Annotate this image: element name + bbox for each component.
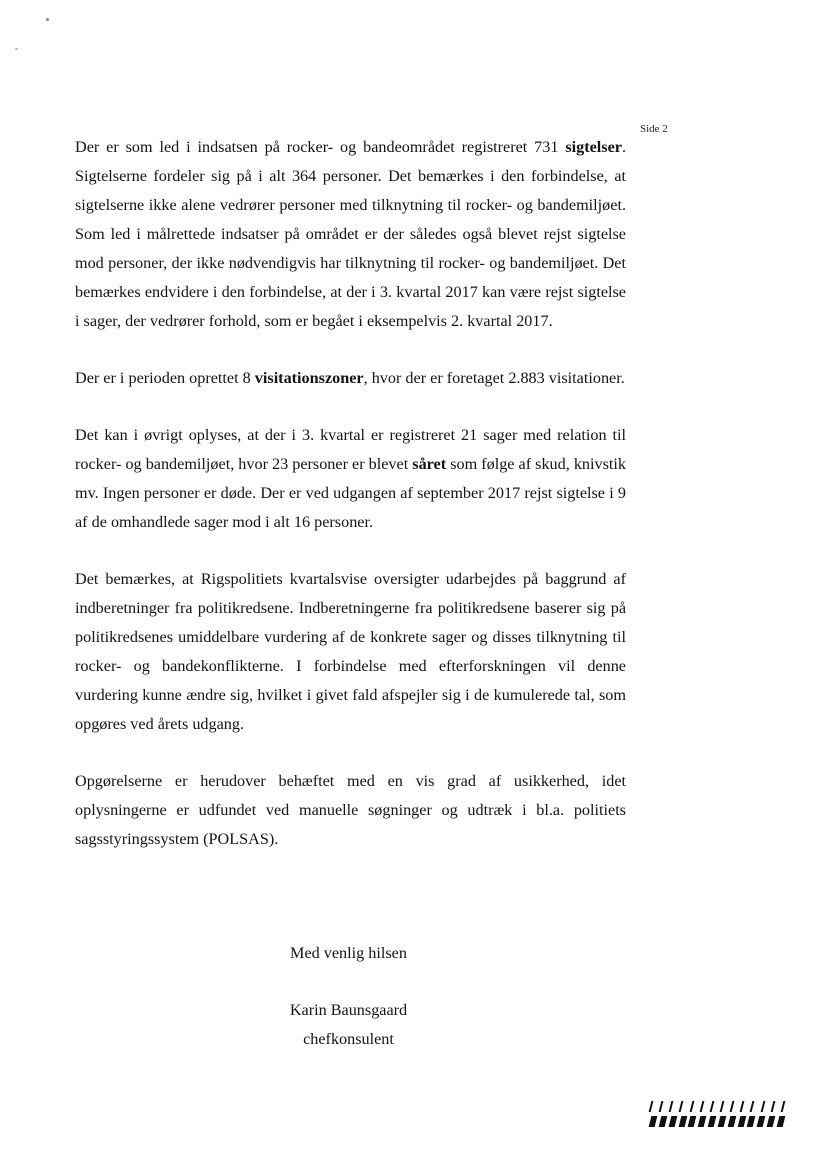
text-run-bold: visitationszoner [254, 369, 364, 387]
closing-greeting: Med venlig hilsen [290, 944, 407, 962]
text-run: Det bemærkes, at Rigspolitiets kvartalsvise oversigter udarbejdes på baggrund af indberetninger fra politikredsene. Indberetningerne fra politikredsene baserer sig på politikredsenes umiddelbare vurdering af de konkrete sager og disses tilknytning til rocker- og bandekonflikterne. I forbindelse med efterforskningen vil denne vurdering kunne ændre sig, hvilket i givet fald afspejler sig i de kumulerede tal, som opgøres ved årets udgang. [75, 570, 626, 733]
text-run: Det kan i øvrigt oplyses, at der i 3. kvartal er registreret 21 sager med relation til rocker- og bandemiljøet, hvor 23 personer er blevet [75, 426, 626, 473]
text-run-bold: såret [412, 455, 447, 473]
paragraph-sigtelser [75, 133, 626, 336]
signer-name: Karin Baunsgaard [289, 1001, 408, 1019]
text-run: Der er som led i indsatsen på rocker- og bandeområdet registreret 731 [75, 138, 566, 156]
paragraph-oversigter [75, 565, 626, 739]
text-run: Der er i perioden oprettet 8 [75, 369, 255, 387]
page-number: Side 2 [640, 123, 668, 135]
paragraph-visitationszoner [75, 364, 626, 393]
signer-title: chefkonsulent [303, 1030, 394, 1048]
scan-speck [15, 48, 18, 50]
text-run-bold: sigtelser [565, 138, 622, 156]
barcode-row-thin [649, 1101, 786, 1112]
paragraph-saaret [75, 421, 626, 537]
scan-speck [46, 18, 49, 21]
text-run: . Sigtelserne fordeler sig på i alt 364 personer. Det bemærkes i den forbindelse, at sigtelserne ikke alene vedrører personer med tilknytning til rocker- og bandemiljøet. Som led i målrettede indsatser på området er der således også blevet rejst sigtelse mod personer, der ikke nødvendigvis har tilknytning til rocker- og bandemiljøet. Det bemærkes endvidere i den forbindelse, at der i 3. kvartal 2017 kan være rejst sigtelse i sager, der vedrører forhold, som er begået i eksempelvis 2. kvartal 2017. [75, 138, 626, 330]
text-run: , hvor der er foretaget 2.883 visitationer. [363, 369, 625, 387]
document-barcode [650, 1101, 784, 1127]
text-run: som følge af skud, knivstik mv. Ingen personer er døde. Der er ved udgangen af september 2017 rejst sigtelse i 9 af de omhandlede sager mod i alt 16 personer. [75, 455, 626, 531]
paragraph-usikkerhed [75, 767, 626, 854]
text-run: Opgørelserne er herudover behæftet med en vis grad af usikkerhed, idet oplysningerne er udfundet ved manuelle søgninger og udtræk i bl.a. politiets sagsstyringssystem (POLSAS). [75, 772, 626, 848]
barcode-row-thick [649, 1116, 786, 1127]
letter-body [75, 133, 626, 854]
